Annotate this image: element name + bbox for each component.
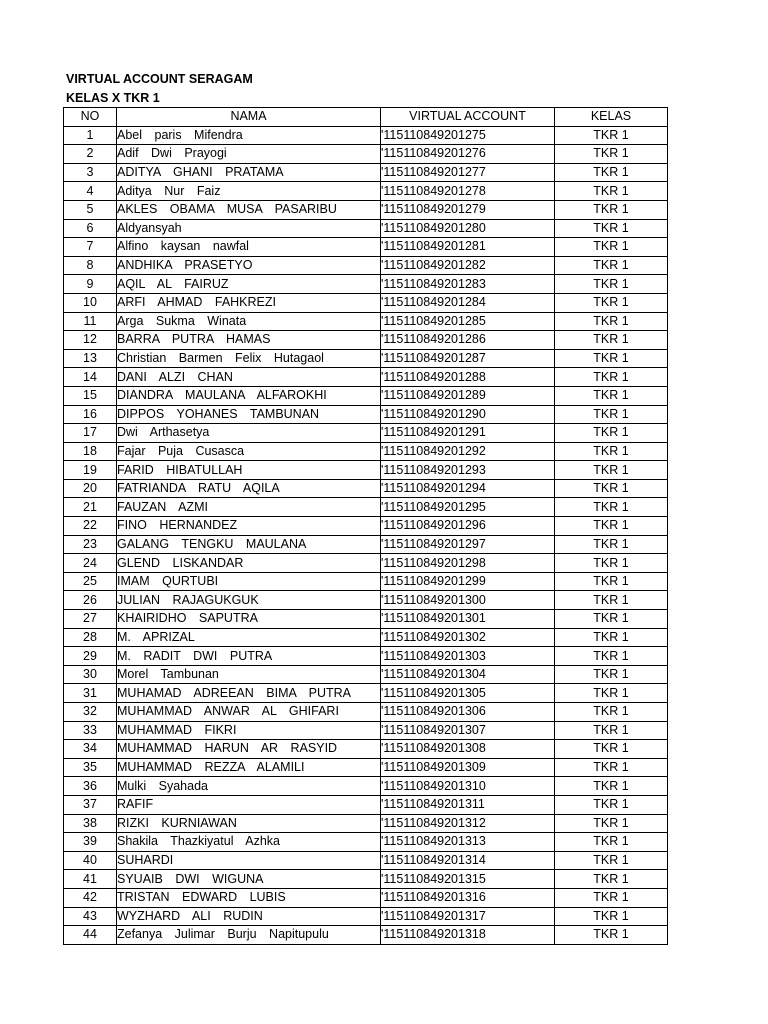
cell-kelas: TKR 1 <box>555 442 668 461</box>
table-row <box>64 517 668 536</box>
cell-nama: Adif Dwi Prayogi <box>117 145 381 164</box>
table-row <box>64 145 668 164</box>
cell-nama: MUHAMMAD ANWAR AL GHIFARI <box>117 703 381 722</box>
cell-virtual-account: '115110849201299 <box>381 572 555 591</box>
cell-nama: M. RADIT DWI PUTRA <box>117 647 381 666</box>
table-row <box>64 795 668 814</box>
cell-kelas: TKR 1 <box>555 293 668 312</box>
cell-no: 22 <box>64 517 117 536</box>
cell-virtual-account: '115110849201290 <box>381 405 555 424</box>
cell-kelas: TKR 1 <box>555 312 668 331</box>
cell-virtual-account: '115110849201304 <box>381 665 555 684</box>
cell-no: 15 <box>64 386 117 405</box>
cell-no: 1 <box>64 126 117 145</box>
cell-kelas: TKR 1 <box>555 126 668 145</box>
cell-nama: Arga Sukma Winata <box>117 312 381 331</box>
cell-no: 40 <box>64 851 117 870</box>
cell-no: 12 <box>64 331 117 350</box>
cell-nama: BARRA PUTRA HAMAS <box>117 331 381 350</box>
cell-kelas: TKR 1 <box>555 703 668 722</box>
cell-kelas: TKR 1 <box>555 851 668 870</box>
cell-virtual-account: '115110849201285 <box>381 312 555 331</box>
table-row <box>64 293 668 312</box>
table-row <box>64 703 668 722</box>
cell-virtual-account: '115110849201288 <box>381 368 555 387</box>
cell-no: 26 <box>64 591 117 610</box>
cell-kelas: TKR 1 <box>555 405 668 424</box>
cell-kelas: TKR 1 <box>555 795 668 814</box>
cell-nama: GLEND LISKANDAR <box>117 554 381 573</box>
table-row <box>64 814 668 833</box>
cell-nama: WYZHARD ALI RUDIN <box>117 907 381 926</box>
cell-nama: ADITYA GHANI PRATAMA <box>117 163 381 182</box>
cell-no: 28 <box>64 628 117 647</box>
cell-kelas: TKR 1 <box>555 163 668 182</box>
cell-virtual-account: '115110849201305 <box>381 684 555 703</box>
cell-no: 16 <box>64 405 117 424</box>
cell-virtual-account: '115110849201306 <box>381 703 555 722</box>
cell-virtual-account: '115110849201289 <box>381 386 555 405</box>
cell-no: 17 <box>64 424 117 443</box>
cell-kelas: TKR 1 <box>555 684 668 703</box>
cell-virtual-account: '115110849201291 <box>381 424 555 443</box>
cell-nama: Morel Tambunan <box>117 665 381 684</box>
cell-nama: AQIL AL FAIRUZ <box>117 275 381 294</box>
cell-kelas: TKR 1 <box>555 349 668 368</box>
cell-no: 14 <box>64 368 117 387</box>
cell-kelas: TKR 1 <box>555 870 668 889</box>
cell-kelas: TKR 1 <box>555 219 668 238</box>
table-body <box>64 126 668 944</box>
cell-kelas: TKR 1 <box>555 479 668 498</box>
cell-no: 2 <box>64 145 117 164</box>
table-row <box>64 349 668 368</box>
cell-nama: Dwi Arthasetya <box>117 424 381 443</box>
cell-virtual-account: '115110849201296 <box>381 517 555 536</box>
cell-no: 29 <box>64 647 117 666</box>
cell-kelas: TKR 1 <box>555 833 668 852</box>
cell-virtual-account: '115110849201308 <box>381 740 555 759</box>
table-row <box>64 479 668 498</box>
cell-no: 18 <box>64 442 117 461</box>
cell-kelas: TKR 1 <box>555 814 668 833</box>
cell-nama: GALANG TENGKU MAULANA <box>117 535 381 554</box>
cell-kelas: TKR 1 <box>555 926 668 945</box>
table-row <box>64 331 668 350</box>
table-row <box>64 535 668 554</box>
cell-virtual-account: '115110849201316 <box>381 888 555 907</box>
cell-kelas: TKR 1 <box>555 535 668 554</box>
cell-nama: DIANDRA MAULANA ALFAROKHI <box>117 386 381 405</box>
table-row <box>64 163 668 182</box>
table-row <box>64 126 668 145</box>
cell-virtual-account: '115110849201280 <box>381 219 555 238</box>
table-row <box>64 368 668 387</box>
cell-no: 32 <box>64 703 117 722</box>
cell-no: 37 <box>64 795 117 814</box>
table-row <box>64 926 668 945</box>
table-row <box>64 888 668 907</box>
cell-no: 42 <box>64 888 117 907</box>
cell-no: 20 <box>64 479 117 498</box>
cell-kelas: TKR 1 <box>555 888 668 907</box>
cell-virtual-account: '115110849201298 <box>381 554 555 573</box>
table-row <box>64 461 668 480</box>
cell-virtual-account: '115110849201286 <box>381 331 555 350</box>
table-row <box>64 647 668 666</box>
table-row <box>64 200 668 219</box>
cell-virtual-account: '115110849201302 <box>381 628 555 647</box>
cell-kelas: TKR 1 <box>555 628 668 647</box>
table-row <box>64 684 668 703</box>
cell-kelas: TKR 1 <box>555 498 668 517</box>
cell-nama: FAUZAN AZMI <box>117 498 381 517</box>
cell-nama: Mulki Syahada <box>117 777 381 796</box>
cell-nama: KHAIRIDHO SAPUTRA <box>117 610 381 629</box>
cell-kelas: TKR 1 <box>555 256 668 275</box>
cell-nama: Abel paris Mifendra <box>117 126 381 145</box>
cell-nama: FARID HIBATULLAH <box>117 461 381 480</box>
cell-kelas: TKR 1 <box>555 572 668 591</box>
cell-nama: ANDHIKA PRASETYO <box>117 256 381 275</box>
cell-virtual-account: '115110849201282 <box>381 256 555 275</box>
cell-kelas: TKR 1 <box>555 517 668 536</box>
cell-no: 19 <box>64 461 117 480</box>
cell-kelas: TKR 1 <box>555 610 668 629</box>
cell-no: 41 <box>64 870 117 889</box>
cell-kelas: TKR 1 <box>555 758 668 777</box>
cell-kelas: TKR 1 <box>555 200 668 219</box>
cell-virtual-account: '115110849201297 <box>381 535 555 554</box>
cell-nama: MUHAMAD ADREEAN BIMA PUTRA <box>117 684 381 703</box>
cell-nama: Alfino kaysan nawfal <box>117 238 381 257</box>
table-row <box>64 219 668 238</box>
cell-nama: MUHAMMAD HARUN AR RASYID <box>117 740 381 759</box>
cell-nama: MUHAMMAD FIKRI <box>117 721 381 740</box>
table-row <box>64 256 668 275</box>
cell-virtual-account: '115110849201294 <box>381 479 555 498</box>
cell-kelas: TKR 1 <box>555 461 668 480</box>
cell-kelas: TKR 1 <box>555 424 668 443</box>
cell-nama: RIZKI KURNIAWAN <box>117 814 381 833</box>
cell-virtual-account: '115110849201284 <box>381 293 555 312</box>
table-row <box>64 275 668 294</box>
cell-kelas: TKR 1 <box>555 721 668 740</box>
table-row <box>64 721 668 740</box>
cell-no: 31 <box>64 684 117 703</box>
cell-no: 3 <box>64 163 117 182</box>
cell-no: 25 <box>64 572 117 591</box>
cell-nama: Fajar Puja Cusasca <box>117 442 381 461</box>
cell-virtual-account: '115110849201309 <box>381 758 555 777</box>
table-row <box>64 182 668 201</box>
cell-kelas: TKR 1 <box>555 145 668 164</box>
cell-kelas: TKR 1 <box>555 665 668 684</box>
cell-kelas: TKR 1 <box>555 907 668 926</box>
document-subtitle: KELAS X TKR 1 <box>66 91 160 105</box>
table-row <box>64 498 668 517</box>
cell-no: 34 <box>64 740 117 759</box>
table-row <box>64 572 668 591</box>
cell-nama: Christian Barmen Felix Hutagaol <box>117 349 381 368</box>
cell-kelas: TKR 1 <box>555 777 668 796</box>
cell-virtual-account: '115110849201315 <box>381 870 555 889</box>
cell-virtual-account: '115110849201292 <box>381 442 555 461</box>
cell-nama: AKLES OBAMA MUSA PASARIBU <box>117 200 381 219</box>
cell-virtual-account: '115110849201311 <box>381 795 555 814</box>
cell-no: 8 <box>64 256 117 275</box>
table-row <box>64 424 668 443</box>
cell-nama: FINO HERNANDEZ <box>117 517 381 536</box>
cell-virtual-account: '115110849201318 <box>381 926 555 945</box>
cell-kelas: TKR 1 <box>555 368 668 387</box>
table-row <box>64 238 668 257</box>
cell-virtual-account: '115110849201281 <box>381 238 555 257</box>
cell-virtual-account: '115110849201277 <box>381 163 555 182</box>
cell-kelas: TKR 1 <box>555 331 668 350</box>
cell-no: 39 <box>64 833 117 852</box>
cell-no: 11 <box>64 312 117 331</box>
cell-nama: IMAM QURTUBI <box>117 572 381 591</box>
table-row <box>64 591 668 610</box>
table-row <box>64 777 668 796</box>
table-row <box>64 907 668 926</box>
cell-no: 7 <box>64 238 117 257</box>
table-row <box>64 312 668 331</box>
header-kelas: KELAS <box>555 108 668 127</box>
cell-no: 36 <box>64 777 117 796</box>
cell-virtual-account: '115110849201313 <box>381 833 555 852</box>
cell-nama: Shakila Thazkiyatul Azhka <box>117 833 381 852</box>
cell-no: 23 <box>64 535 117 554</box>
cell-nama: SYUAIB DWI WIGUNA <box>117 870 381 889</box>
cell-no: 21 <box>64 498 117 517</box>
cell-no: 13 <box>64 349 117 368</box>
cell-kelas: TKR 1 <box>555 386 668 405</box>
table-header-row <box>64 108 668 127</box>
cell-nama: FATRIANDA RATU AQILA <box>117 479 381 498</box>
table-row <box>64 405 668 424</box>
table-row <box>64 386 668 405</box>
cell-virtual-account: '115110849201275 <box>381 126 555 145</box>
cell-virtual-account: '115110849201279 <box>381 200 555 219</box>
table-row <box>64 758 668 777</box>
table-row <box>64 554 668 573</box>
cell-nama: TRISTAN EDWARD LUBIS <box>117 888 381 907</box>
cell-no: 44 <box>64 926 117 945</box>
cell-nama: M. APRIZAL <box>117 628 381 647</box>
cell-virtual-account: '115110849201278 <box>381 182 555 201</box>
cell-virtual-account: '115110849201283 <box>381 275 555 294</box>
cell-nama: Aditya Nur Faiz <box>117 182 381 201</box>
table-row <box>64 870 668 889</box>
cell-no: 43 <box>64 907 117 926</box>
cell-virtual-account: '115110849201276 <box>381 145 555 164</box>
cell-no: 6 <box>64 219 117 238</box>
table-row <box>64 628 668 647</box>
header-no: NO <box>64 108 117 127</box>
cell-nama: Aldyansyah <box>117 219 381 238</box>
header-virtual-account: VIRTUAL ACCOUNT <box>381 108 555 127</box>
cell-kelas: TKR 1 <box>555 740 668 759</box>
cell-virtual-account: '115110849201303 <box>381 647 555 666</box>
cell-nama: JULIAN RAJAGUKGUK <box>117 591 381 610</box>
cell-virtual-account: '115110849201295 <box>381 498 555 517</box>
cell-virtual-account: '115110849201317 <box>381 907 555 926</box>
cell-kelas: TKR 1 <box>555 182 668 201</box>
cell-no: 9 <box>64 275 117 294</box>
cell-virtual-account: '115110849201314 <box>381 851 555 870</box>
cell-no: 4 <box>64 182 117 201</box>
cell-no: 38 <box>64 814 117 833</box>
cell-virtual-account: '115110849201287 <box>381 349 555 368</box>
cell-virtual-account: '115110849201301 <box>381 610 555 629</box>
cell-virtual-account: '115110849201310 <box>381 777 555 796</box>
table-row <box>64 833 668 852</box>
cell-no: 30 <box>64 665 117 684</box>
cell-no: 5 <box>64 200 117 219</box>
table-row <box>64 851 668 870</box>
cell-no: 35 <box>64 758 117 777</box>
cell-nama: Zefanya Julimar Burju Napitupulu <box>117 926 381 945</box>
cell-virtual-account: '115110849201300 <box>381 591 555 610</box>
header-nama: NAMA <box>117 108 381 127</box>
cell-virtual-account: '115110849201293 <box>381 461 555 480</box>
table-row <box>64 665 668 684</box>
cell-kelas: TKR 1 <box>555 275 668 294</box>
cell-kelas: TKR 1 <box>555 238 668 257</box>
cell-virtual-account: '115110849201312 <box>381 814 555 833</box>
cell-nama: DANI ALZI CHAN <box>117 368 381 387</box>
cell-virtual-account: '115110849201307 <box>381 721 555 740</box>
cell-kelas: TKR 1 <box>555 591 668 610</box>
cell-nama: RAFIF <box>117 795 381 814</box>
document-title: VIRTUAL ACCOUNT SERAGAM <box>66 72 253 86</box>
table-row <box>64 610 668 629</box>
virtual-account-table <box>63 107 668 945</box>
cell-nama: MUHAMMAD REZZA ALAMILI <box>117 758 381 777</box>
cell-no: 27 <box>64 610 117 629</box>
cell-no: 24 <box>64 554 117 573</box>
cell-kelas: TKR 1 <box>555 647 668 666</box>
table-row <box>64 442 668 461</box>
cell-no: 10 <box>64 293 117 312</box>
cell-no: 33 <box>64 721 117 740</box>
cell-nama: DIPPOS YOHANES TAMBUNAN <box>117 405 381 424</box>
table-row <box>64 740 668 759</box>
cell-nama: SUHARDI <box>117 851 381 870</box>
cell-kelas: TKR 1 <box>555 554 668 573</box>
cell-nama: ARFI AHMAD FAHKREZI <box>117 293 381 312</box>
